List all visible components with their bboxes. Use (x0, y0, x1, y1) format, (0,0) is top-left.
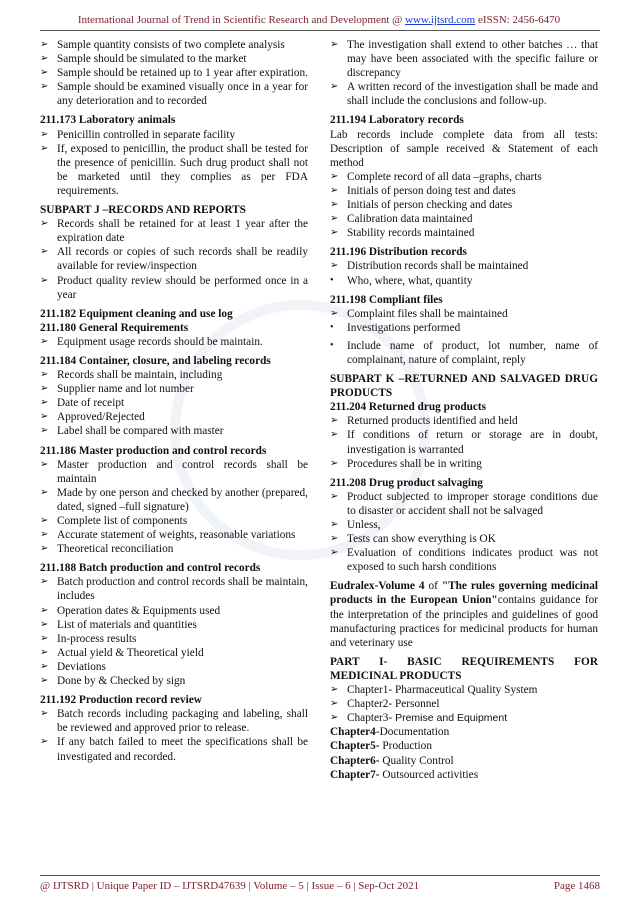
arrow-bullet-icon: ➢ (330, 457, 339, 469)
list-item: ➢ Product subjected to improper storage conditions due to disaster or accident shall not be salvaged (330, 490, 598, 517)
arrow-bullet-icon: ➢ (40, 142, 49, 154)
list-item: ➢ Chapter2- Personnel (330, 698, 440, 711)
arrow-bullet-icon: ➢ (40, 543, 49, 555)
arrow-bullet-icon: ➢ (40, 604, 49, 616)
arrow-bullet-icon: ➢ (40, 335, 49, 347)
list-item: ➢ Equipment usage records should be maintain. (40, 335, 263, 348)
chapter-line: Chapter5- Production (330, 740, 432, 753)
list-item: ➢ Actual yield & Theoretical yield (40, 646, 204, 659)
list-item: ➢ In-process results (40, 632, 137, 645)
arrow-bullet-icon: ➢ (40, 425, 49, 437)
arrow-bullet-icon: ➢ (40, 369, 49, 381)
list-item: ➢ Batch production and control records shall be maintain, includes (40, 576, 308, 603)
arrow-bullet-icon: ➢ (330, 81, 339, 93)
list-item: ➢ Operation dates & Equipments used (40, 604, 221, 617)
footer-rule (40, 875, 600, 876)
list-item: ➢ Sample should be examined visually once in a year for any deterioration and to recorded (40, 81, 308, 108)
list-item: ➢ Master production and control records shall be maintain (40, 458, 308, 485)
list-item: ➢ Sample should be simulated to the market (40, 53, 247, 66)
list-item: ➢ Chapter1- Pharmaceutical Quality System (330, 684, 538, 697)
arrow-bullet-icon: ➢ (40, 246, 49, 258)
section-heading: 211.182 Equipment cleaning and use log (40, 307, 233, 320)
arrow-bullet-icon: ➢ (40, 486, 49, 498)
list-item: ➢ Records shall be maintain, including (40, 369, 223, 382)
right-column (330, 38, 598, 782)
arrow-bullet-icon: ➢ (40, 515, 49, 526)
section-heading: PART I- BASIC REQUIREMENTS FOR MEDICINAL PRODUCTS (330, 655, 598, 682)
arrow-bullet-icon: ➢ (40, 383, 49, 395)
list-item: ➢ Accurate statement of weights, reasonable variations (40, 529, 296, 542)
arrow-bullet-icon: ➢ (40, 618, 49, 630)
journal-name: International Journal of Trend in Scientific Research and Development @ (77, 14, 406, 26)
list-item: ➢ If conditions of return or storage are in doubt, investigation is warranted (330, 429, 598, 456)
list-item: ➢ Made by one person and checked by another (prepared, dated, signed –full signature) (40, 486, 308, 513)
list-item: ➢ Deviations (40, 660, 106, 673)
arrow-bullet-icon: ➢ (330, 170, 339, 182)
list-item: ➢ Complaint files shall be maintained (330, 307, 508, 320)
list-item: ➢ If any batch failed to meet the specifications shall be investigated and recorded. (40, 736, 308, 763)
arrow-bullet-icon: ➢ (40, 411, 49, 423)
section-heading: 211.194 Laboratory records (330, 114, 464, 127)
list-item: ➢ Label shall be compared with master (40, 425, 224, 438)
chapter-line: Chapter6- Quality Control (330, 754, 454, 767)
arrow-bullet-icon: ➢ (40, 529, 49, 541)
list-item: ➢ Procedures shall be in writing (330, 457, 482, 470)
section-heading: 211.188 Batch production and control records (40, 562, 261, 575)
section-heading: 211.186 Master production and control records (40, 444, 267, 457)
paragraph: Lab records include complete data from all tests: Description of sample received & Statement of each method (330, 128, 598, 169)
list-item: • Investigations performed (330, 321, 461, 334)
list-item: ➢ Penicillin controlled in separate facility (40, 128, 236, 141)
arrow-bullet-icon: ➢ (330, 712, 339, 724)
section-heading: 211.192 Production record review (40, 694, 202, 707)
section-heading: SUBPART J –RECORDS AND REPORTS (40, 204, 246, 217)
list-item: • Who, where, what, quantity (330, 274, 473, 287)
arrow-bullet-icon: ➢ (40, 646, 49, 658)
section-heading: 211.198 Compliant files (330, 293, 443, 306)
list-item: ➢ Chapter3- Premise and Equipment (330, 712, 508, 725)
list-item: ➢ Initials of person doing test and dates (330, 184, 516, 197)
arrow-bullet-icon: ➢ (40, 39, 49, 50)
arrow-bullet-icon: ➢ (40, 67, 49, 79)
list-item: ➢ Evaluation of conditions indicates product was not exposed to such harsh conditions (330, 547, 598, 574)
dot-bullet-icon: • (330, 339, 334, 351)
list-item: ➢ Distribution records shall be maintained (330, 260, 529, 273)
arrow-bullet-icon: ➢ (40, 81, 49, 93)
arrow-bullet-icon: ➢ (330, 429, 339, 441)
list-item: ➢ Done by & Checked by sign (40, 675, 186, 688)
arrow-bullet-icon: ➢ (40, 458, 49, 470)
arrow-bullet-icon: ➢ (330, 547, 339, 559)
arrow-bullet-icon: ➢ (40, 736, 49, 748)
arrow-bullet-icon: ➢ (40, 675, 49, 687)
chapter-line: Chapter4-Documentation (330, 726, 450, 739)
running-header (0, 14, 638, 26)
left-column (40, 38, 308, 764)
arrow-bullet-icon: ➢ (330, 184, 339, 196)
list-item: ➢ Sample quantity consists of two complete analysis (40, 39, 285, 51)
dot-bullet-icon: • (330, 321, 334, 333)
issn: eISSN: 2456-6470 (475, 14, 561, 26)
arrow-bullet-icon: ➢ (40, 218, 49, 230)
list-item: ➢ Product quality review should be performed once in a year (40, 274, 308, 301)
header-rule (40, 30, 600, 31)
arrow-bullet-icon: ➢ (330, 519, 339, 530)
arrow-bullet-icon: ➢ (330, 39, 339, 50)
list-item: ➢ Stability records maintained (330, 227, 475, 240)
list-item: ➢ Initials of person checking and dates (330, 199, 513, 212)
section-heading: SUBPART K –RETURNED AND SALVAGED DRUG PRODUCTS (330, 373, 598, 400)
list-item: ➢ The investigation shall extend to other batches … that may have been associated with the specific failure or discrepancy (330, 39, 598, 80)
list-item: • Include name of product, lot number, name of complainant, nature of complaint, reply (330, 339, 598, 366)
list-item: ➢ Complete record of all data –graphs, charts (330, 170, 542, 183)
list-item: ➢ Returned products identified and held (330, 415, 518, 428)
section-heading: 211.208 Drug product salvaging (330, 476, 483, 489)
arrow-bullet-icon: ➢ (330, 260, 339, 272)
journal-url-link[interactable]: www.ijtsrd.com (405, 14, 476, 26)
arrow-bullet-icon: ➢ (330, 307, 339, 319)
section-heading: 211.180 General Requirements (40, 321, 189, 334)
list-item: ➢ Supplier name and lot number (40, 383, 194, 396)
list-item: ➢ Sample should be retained up to 1 year after expiration. (40, 67, 308, 80)
list-item: ➢ Date of receipt (40, 397, 125, 410)
list-item: ➢ Records shall be retained for at least 1 year after the expiration date (40, 218, 308, 245)
list-item: ➢ List of materials and quantities (40, 618, 197, 631)
arrow-bullet-icon: ➢ (40, 660, 49, 672)
arrow-bullet-icon: ➢ (330, 227, 339, 239)
arrow-bullet-icon: ➢ (330, 415, 339, 427)
eudralex-paragraph: Eudralex-Volume 4 of "The rules governing medicinal products in the European Union"contains guidance for the interpretation of the principles and guidelines of good manufacturing practices for medicinal products for human and veterinary use (330, 580, 598, 649)
arrow-bullet-icon: ➢ (40, 397, 49, 409)
running-footer (40, 880, 600, 892)
list-item: ➢ If, exposed to penicillin, the product shall be tested for the presence of penicillin. Such drug product shall not be marketed until they complies as per FDA requirements. (40, 142, 308, 197)
list-item: ➢ Calibration data maintained (330, 213, 473, 226)
dot-bullet-icon: • (330, 274, 334, 286)
arrow-bullet-icon: ➢ (330, 533, 339, 545)
list-item: ➢ All records or copies of such records shall be readily available for review/inspection (40, 246, 308, 273)
section-heading: 211.196 Distribution records (330, 246, 467, 259)
arrow-bullet-icon: ➢ (330, 490, 339, 502)
arrow-bullet-icon: ➢ (40, 53, 49, 65)
chapter-line: Chapter7- Outsourced activities (330, 768, 479, 781)
arrow-bullet-icon: ➢ (40, 632, 49, 644)
arrow-bullet-icon: ➢ (40, 708, 49, 720)
list-item: ➢ Complete list of components (40, 515, 188, 527)
arrow-bullet-icon: ➢ (40, 128, 49, 140)
list-item: ➢ Batch records including packaging and labeling, shall be reviewed and approved prior to release. (40, 708, 308, 735)
arrow-bullet-icon: ➢ (40, 576, 49, 588)
list-item: ➢ Theoretical reconciliation (40, 543, 174, 556)
arrow-bullet-icon: ➢ (330, 684, 339, 696)
section-heading: 211.173 Laboratory animals (40, 114, 176, 127)
section-heading: 211.184 Container, closure, and labeling records (40, 354, 271, 367)
list-item: ➢ Tests can show everything is OK (330, 533, 496, 546)
arrow-bullet-icon: ➢ (330, 698, 339, 710)
page-number: Page 1468 (553, 880, 600, 892)
arrow-bullet-icon: ➢ (330, 199, 339, 211)
footer-info: @ IJTSRD | Unique Paper ID – IJTSRD47639 | Volume – 5 | Issue – 6 | Sep-Oct 2021 (40, 880, 420, 892)
list-item: ➢ Unless, (330, 519, 381, 531)
list-item: ➢ A written record of the investigation shall be made and shall include the conclusions and follow-up. (330, 81, 598, 108)
section-heading: 211.204 Returned drug products (330, 401, 487, 414)
arrow-bullet-icon: ➢ (330, 213, 339, 225)
arrow-bullet-icon: ➢ (40, 274, 49, 286)
list-item: ➢ Approved/Rejected (40, 411, 145, 424)
